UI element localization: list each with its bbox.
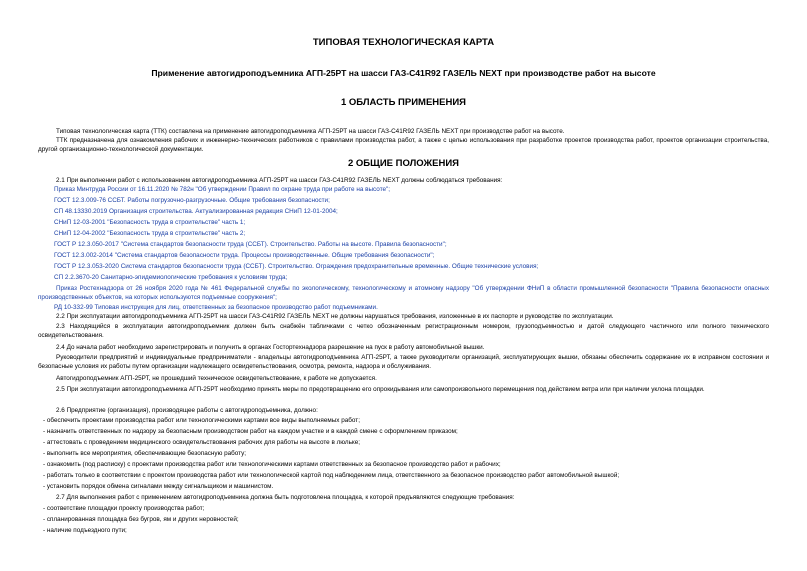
paragraph-2-3: 2.3 Находящийся в эксплуатации автогидроподъемник должен быть снабжён табличками с четко обозначенным регистрационным номером, грузоподъемностью и датой следующего частичного или полного технического освидетельствования.	[38, 323, 769, 339]
section-1-paragraph-1: Типовая технологическая карта (ТТК) составлена на применение автогидроподъемника АГП-25РТ на шасси ГАЗ-C41R92 ГАЗЕЛЬ NEXT при производстве работ на высоте.	[56, 128, 565, 135]
paragraph-2-5: 2.5 При эксплуатации автогидроподъемника АГП-25РТ необходимо принять меры по предотвращению его опрокидывания или самопроизвольного перемещения под действием ветра или при наличии уклона площадки.	[56, 386, 705, 393]
list-item: - работать только в соответствии с проектом производства работ или технологической картой под наблюдением лица, ответственного за безопасное производство работ автомобильной вышкой;	[43, 472, 620, 479]
section-1-paragraph-2: ТТК предназначена для ознакомления рабочих и инженерно-технических работников с правилами производства работ, а также с целью использования при разработке проектов производства работ, проектов организации строительства, другой организационно-технологической документации.	[38, 137, 769, 153]
paragraph-2-6: 2.6 Предприятие (организация), производящее работы с автогидроподъемника, должно:	[56, 407, 318, 414]
reference-link[interactable]: ГОСТ Р 12.3.050-2017 "Система стандартов безопасности труда (ССБТ). Строительство. Работы на высоте. Правила безопасности";	[54, 241, 447, 248]
reference-link[interactable]: Приказ Ростехнадзора от 26 ноября 2020 года № 461 Федеральной службы по экологическому, технологическому и атомному надзору "Об утверждении ФНиП в области промышленной безопасности "Правила безопасности опасных производственных объектов, на которых используются подъемные сооружения";	[38, 285, 769, 301]
paragraph-2-7: 2.7 Для выполнения работ с применением автогидроподъемника должна быть подготовлена площадка, к которой предъявляются следующие требования:	[56, 494, 515, 501]
list-item: - ознакомить (под расписку) с проектами производства работ или технологическими картами ответственных за безопасное производство работ и рабочих;	[43, 461, 501, 468]
list-item: - соответствие площадки проекту производства работ;	[43, 505, 205, 512]
list-item: - назначить ответственных по надзору за безопасным производством работ на каждом участке и в каждой смене с оформлением приказом;	[43, 428, 458, 435]
paragraph-2-1: 2.1 При выполнении работ с использованием автогидроподъемника АГП-25РТ на шасси ГАЗ-C41R92 ГАЗЕЛЬ NEXT должны соблюдаться требования:	[56, 177, 503, 184]
list-item: - аттестовать с проведением медицинского освидетельствования рабочих для работы на высоте в люльке;	[43, 439, 361, 446]
list-item: - обеспечить проектами производства работ или технологическими картами все виды выполняемых работ;	[43, 417, 360, 424]
reference-link[interactable]: СНиП 12-04-2002 "Безопасность труда в строительстве" часть 2;	[54, 230, 246, 237]
reference-link[interactable]: ГОСТ Р 12.3.053-2020 Система стандартов безопасности труда (ССБТ). Строительство. Ограждения предохранительные временные. Общие технические условия;	[54, 263, 539, 270]
reference-link[interactable]: СНиП 12-03-2001 "Безопасность труда в строительстве" часть 1;	[54, 219, 246, 226]
paragraph-2-4-owners: Руководители предприятий и индивидуальные предприниматели - владельцы автогидроподъемника АГП-25РТ, а также руководители организаций, эксплуатирующих вышки, обязаны обеспечить содержание их в исправном состоянии и безопасные условия их работы путем организации надлежащего освидетельствования, осмотра, ремонта, надзора и обслуживания.	[38, 354, 769, 370]
reference-link[interactable]: ГОСТ 12.3.009-76 ССБТ. Работы погрузочно-разгрузочные. Общие требования безопасности;	[54, 197, 330, 204]
section-1-heading: 1 ОБЛАСТЬ ПРИМЕНЕНИЯ	[340, 97, 467, 108]
paragraph-2-4: 2.4 До начала работ необходимо зарегистрировать и получить в органах Гостортехнадзора разрешение на пуск в работу автомобильной вышки.	[56, 344, 485, 351]
reference-link[interactable]: СП 48.13330.2019 Организация строительства. Актуализированная редакция СНиП 12-01-2004;	[54, 208, 338, 215]
reference-link[interactable]: Приказ Минтруда России от 16.11.2020 № 782н "Об утверждении Правил по охране труда при работе на высоте";	[54, 186, 391, 193]
list-item: - выполнить все мероприятия, обеспечивающие безопасную работу;	[43, 450, 247, 457]
list-item: - спланированная площадка без бугров, ям и других неровностей;	[43, 516, 239, 523]
document-title: ТИПОВАЯ ТЕХНОЛОГИЧЕСКАЯ КАРТА	[312, 37, 495, 48]
list-item: - наличие подъездного пути;	[43, 527, 127, 534]
reference-link[interactable]: ГОСТ 12.3.002-2014 "Система стандартов безопасности труда. Процессы производственные. Общие требования безопасности";	[54, 252, 435, 259]
paragraph-2-2: 2.2 При эксплуатации автогидроподъемника АГП-25РТ на шасси ГАЗ-C41R92 ГАЗЕЛЬ NEXT не должны нарушаться требования, изложенные в их паспорте и руководстве по эксплуатации.	[56, 313, 614, 320]
reference-link[interactable]: СП 2.2.3670-20 Санитарно-эпидемиологические требования к условиям труда;	[54, 274, 288, 281]
paragraph-2-4-note: Автогидроподъемник АГП-25РТ, не прошедший техническое освидетельствование, к работе не допускается.	[56, 375, 377, 382]
reference-link[interactable]: РД 10-332-99 Типовая инструкция для лиц, ответственных за безопасное производство работ подъемниками.	[54, 304, 378, 311]
list-item: - установить порядок обмена сигналами между сигнальщиком и машинистом.	[43, 483, 274, 490]
document-subtitle: Применение автогидроподъемника АГП-25РТ на шасси ГАЗ-C41R92 ГАЗЕЛЬ NEXT при производстве работ на высоте	[151, 68, 656, 78]
section-2-heading: 2 ОБЩИЕ ПОЛОЖЕНИЯ	[348, 158, 459, 169]
